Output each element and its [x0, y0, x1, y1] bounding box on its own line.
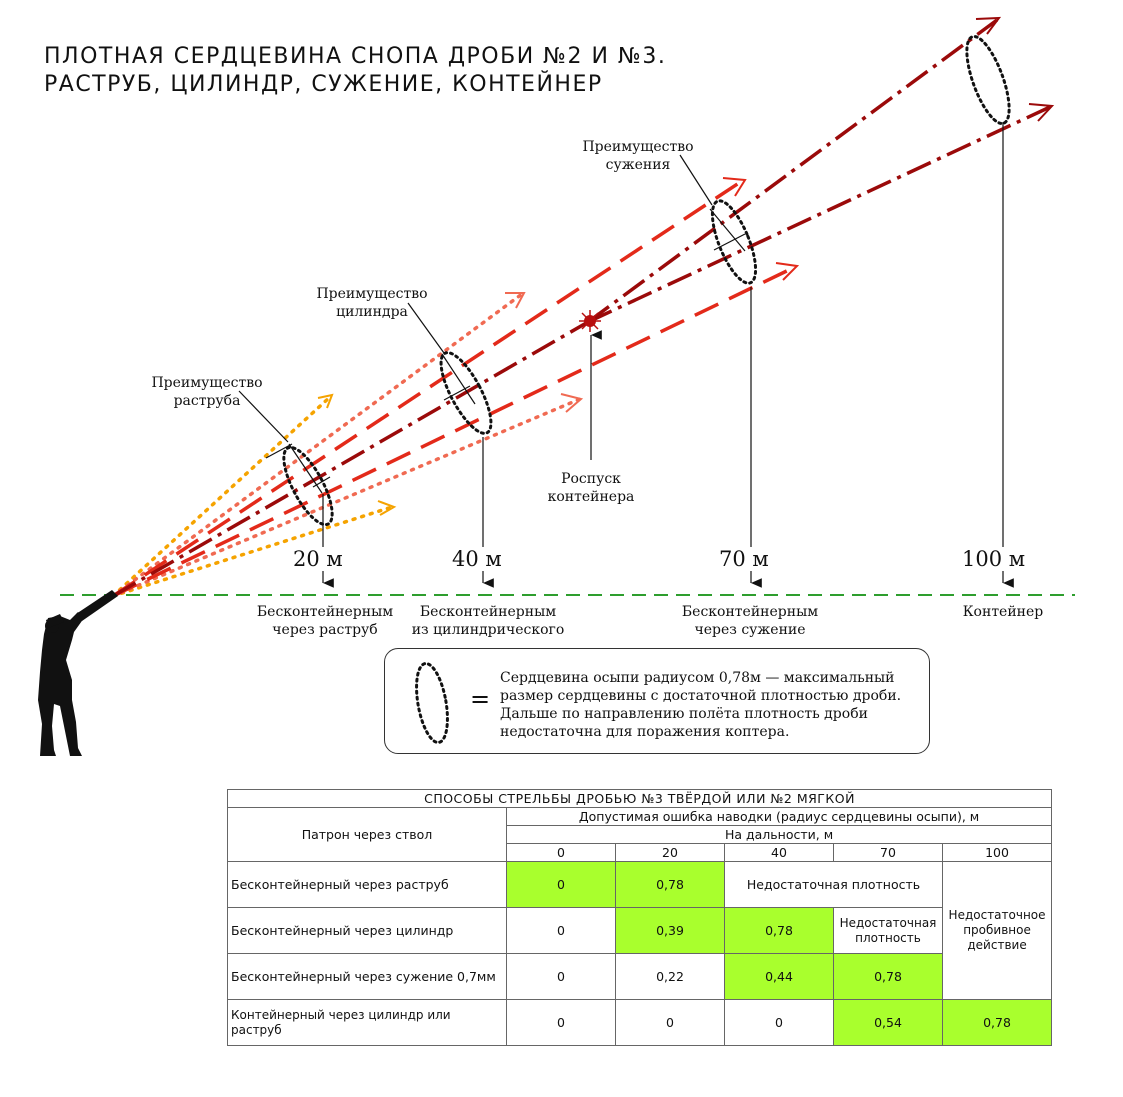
container-release-burst-icon	[579, 310, 601, 332]
cell-value: 0	[616, 1000, 725, 1046]
narrowing-arrowheads	[723, 178, 797, 280]
hunter-silhouette-icon	[38, 590, 118, 756]
table-row	[228, 862, 1052, 908]
mode-raster-label: Бесконтейнерным через раструб	[256, 604, 394, 638]
distance-20m: 20 м	[293, 547, 343, 571]
legend-box	[384, 648, 930, 754]
narrowing-advantage-label: Преимущество сужения	[582, 139, 694, 173]
mode-container-label: Контейнер	[962, 604, 1044, 620]
title-line-1: ПЛОТНАЯ СЕРДЦЕВИНА СНОПА ДРОБИ №2 И №3.	[44, 44, 667, 69]
dist-col-20: 20	[616, 844, 725, 862]
shooting-methods-table	[227, 789, 1052, 1046]
cell-value: 0,44	[725, 954, 834, 1000]
raster-trajectories	[113, 397, 392, 596]
legend-ellipse-icon	[407, 657, 457, 749]
table-row	[228, 954, 1052, 1000]
dist-col-40: 40	[725, 844, 834, 862]
distance-100m: 100 м	[962, 547, 1026, 571]
cell-value: 0	[725, 1000, 834, 1046]
container-release-label: Роспуск контейнера	[547, 471, 635, 505]
table-caption: СПОСОБЫ СТРЕЛЬБЫ ДРОБЬЮ №3 ТВЁРДОЙ ИЛИ №2 МЯГКОЙ	[228, 790, 1052, 808]
cell-value: 0	[507, 1000, 616, 1046]
cell-insufficient-density: Недостаточная плотность	[834, 908, 943, 954]
core-ellipse-20m	[275, 441, 342, 531]
legend-text: Сердцевина осыпи радиусом 0,78м — максимальный размер сердцевины с достаточной плотностью дроби. Дальше по направлению полёта плотность дроби недостаточна для поражения коптера.	[500, 670, 902, 740]
raster-advantage-label: Преимущество раструба	[151, 375, 263, 409]
cylinder-advantage-label: Преимущество цилиндра	[316, 286, 428, 320]
container-arrowheads	[976, 18, 1052, 121]
cell-value: 0	[507, 954, 616, 1000]
cell-value: 0	[507, 908, 616, 954]
tolerance-header: Допустимая ошибка наводки (радиус сердцевины осыпи), м	[507, 808, 1052, 826]
mode-cylinder-label: Бесконтейнерным из цилиндрического	[411, 604, 565, 638]
row-label: Бесконтейнерный через цилиндр	[228, 908, 507, 954]
cell-value: 0,22	[616, 954, 725, 1000]
core-ellipse-100m	[958, 32, 1018, 129]
row-label: Бесконтейнерный через сужение 0,7мм	[228, 954, 507, 1000]
distance-40m: 40 м	[452, 547, 502, 571]
legend-equals: =	[470, 685, 491, 713]
range-header: На дальности, м	[507, 826, 1052, 844]
dist-col-0: 0	[507, 844, 616, 862]
core-ellipse-70m	[704, 196, 765, 289]
row-label: Бесконтейнерный через раструб	[228, 862, 507, 908]
cell-insufficient-density: Недостаточная плотность	[725, 862, 943, 908]
cell-value: 0,78	[943, 1000, 1052, 1046]
table-row	[228, 1000, 1052, 1046]
cell-value: 0,78	[725, 908, 834, 954]
mode-narrowing-label: Бесконтейнерным через сужение	[681, 604, 819, 638]
distance-70m: 70 м	[719, 547, 769, 571]
cell-value: 0,54	[834, 1000, 943, 1046]
cell-insufficient-penetration: Недостаточное пробивное действие	[943, 862, 1052, 1000]
dist-col-100: 100	[943, 844, 1052, 862]
cartridge-header: Патрон через ствол	[228, 808, 507, 862]
row-label: Контейнерный через цилиндр или раструб	[228, 1000, 507, 1046]
table-row	[228, 908, 1052, 954]
title-line-2: РАСТРУБ, ЦИЛИНДР, СУЖЕНИЕ, КОНТЕЙНЕР	[44, 72, 603, 97]
cell-value: 0,39	[616, 908, 725, 954]
cell-value: 0	[507, 862, 616, 908]
cell-value: 0,78	[834, 954, 943, 1000]
dist-col-70: 70	[834, 844, 943, 862]
cell-value: 0,78	[616, 862, 725, 908]
container-trajectories	[113, 20, 1050, 596]
